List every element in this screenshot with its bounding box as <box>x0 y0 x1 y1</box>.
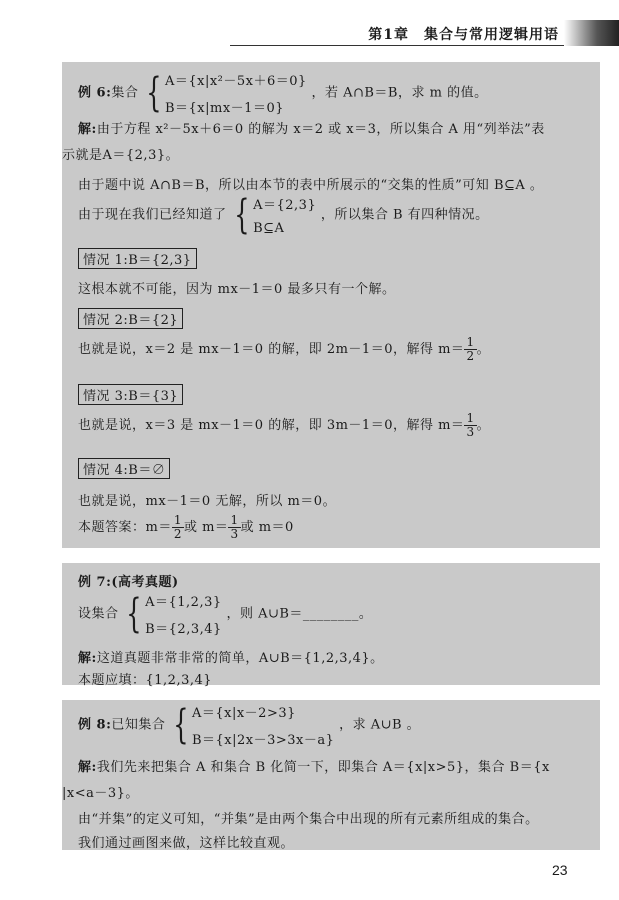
text: 已知集合 <box>111 717 166 733</box>
set-b: B＝{x|mx－1＝0} <box>164 101 284 116</box>
fraction <box>464 412 476 439</box>
text: 由于现在我们已经知道了 <box>78 207 227 223</box>
solution-line <box>78 756 550 775</box>
text: 或 m＝0 <box>240 520 294 535</box>
solution-label: 解: <box>78 760 97 775</box>
case-2-label: 情况 2:B＝{2} <box>78 308 183 329</box>
example-7-box <box>62 563 600 688</box>
denominator: 2 <box>466 349 475 363</box>
numerator: 1 <box>466 335 475 349</box>
text: ，若 A∩B＝B，求 m 的值。 <box>311 85 488 101</box>
fraction <box>228 514 240 541</box>
text: 设集合 <box>78 606 119 622</box>
numerator: 1 <box>230 513 239 527</box>
text: (高考真题) <box>111 575 179 590</box>
case-2-text <box>78 336 490 363</box>
example-6-box <box>62 62 600 548</box>
solution-line <box>78 118 545 137</box>
case-4-text: 也就是说，mx－1＝0 无解，所以 m＝0。 <box>78 494 337 509</box>
case-1-label: 情况 1:B＝{2,3} <box>78 248 197 269</box>
text: 。 <box>476 418 491 433</box>
answer-line <box>78 514 294 541</box>
set-a: A＝{x|x－2>3} <box>191 706 296 721</box>
set-system: { A＝{x|x²－5x＋6＝0} B＝{x|mx－1＝0} <box>146 70 307 116</box>
denominator: 3 <box>230 527 239 541</box>
example-label: 例 7: <box>78 575 112 590</box>
set-a: A＝{1,2,3} <box>145 595 222 610</box>
example-label: 例 8: <box>78 717 112 733</box>
text: 由于方程 x²－5x＋6＝0 的解为 x＝2 或 x＝3，所以集合 A 用“列举法”表 <box>96 122 545 137</box>
chapter-title: 第1章 集合与常用逻辑用语 <box>368 27 559 43</box>
solution-line: 我们通过画图来做，这样比较直观。 <box>78 836 295 851</box>
case-3-label: 情况 3:B＝{3} <box>78 384 183 405</box>
page-number: 23 <box>552 862 568 878</box>
text: 也就是说，x＝2 是 mx－1＝0 的解，即 2m－1＝0，解得 m＝ <box>78 342 465 357</box>
set-a: A＝{x|x²－5x＋6＝0} <box>164 74 307 89</box>
example-7-problem <box>78 591 372 637</box>
solution-label: 解: <box>78 122 97 137</box>
text: 本题答案：m＝ <box>78 520 172 535</box>
set-b: B＝{2,3,4} <box>145 622 222 637</box>
case-1-text: 这根本就不可能，因为 mx－1＝0 最多只有一个解。 <box>78 282 396 297</box>
solution-line: 示就是A＝{2,3}。 <box>62 148 180 163</box>
set-system: { A＝{1,2,3} B＝{2,3,4} <box>126 591 222 637</box>
solution-line <box>78 647 384 666</box>
fraction <box>464 336 476 363</box>
set-system: { A＝{2,3} B⊆A <box>234 192 317 238</box>
case-3-text <box>78 412 490 439</box>
text: 集合 <box>111 85 139 101</box>
text: 。 <box>476 342 491 357</box>
fraction <box>172 514 184 541</box>
header-rule <box>230 45 619 46</box>
example-8-problem <box>78 702 420 748</box>
numerator: 1 <box>173 513 182 527</box>
solution-line <box>78 194 489 236</box>
text: 我们先来把集合 A 和集合 B 化简一下，即集合 A＝{x|x>5}，集合 B＝{x <box>96 760 550 775</box>
example-label: 例 6: <box>78 85 112 101</box>
solution-line: 由于题中说 A∩B＝B，所以由本节的表中所展示的“交集的性质”可知 B⊆A 。 <box>78 178 544 193</box>
example-7-title <box>78 571 179 590</box>
set-system: { A＝{x|x－2>3} B＝{x|2x－3>3x－a} <box>173 702 335 748</box>
solution-line: |x<a－3}。 <box>62 786 139 801</box>
example-8-box <box>62 700 600 850</box>
solution-label: 解: <box>78 651 97 666</box>
text: 这道真题非常非常的简单，A∪B＝{1,2,3,4}。 <box>96 651 384 666</box>
answer-line: 本题应填：{1,2,3,4} <box>78 673 213 688</box>
example-6-problem <box>78 70 488 116</box>
text: ，则 A∪B＝________。 <box>226 606 373 622</box>
denominator: 3 <box>466 425 475 439</box>
case-4-label: 情况 4:B＝∅ <box>78 458 170 479</box>
numerator: 1 <box>466 411 475 425</box>
text: ，所以集合 B 有四种情况。 <box>320 207 489 223</box>
solution-line: 由“并集”的定义可知，“并集”是由两个集合中出现的所有元素所组成的集合。 <box>78 812 539 827</box>
set-b: B＝{x|2x－3>3x－a} <box>191 733 335 748</box>
chapter-header <box>230 20 619 46</box>
denominator: 2 <box>173 527 182 541</box>
header-decoration <box>564 20 619 46</box>
text: 或 m＝ <box>183 520 229 535</box>
text: 也就是说，x＝3 是 mx－1＝0 的解，即 3m－1＝0，解得 m＝ <box>78 418 465 433</box>
text: ，求 A∪B 。 <box>339 717 421 733</box>
set-a: A＝{2,3} <box>253 198 317 213</box>
subset-relation: B⊆A <box>253 221 285 236</box>
